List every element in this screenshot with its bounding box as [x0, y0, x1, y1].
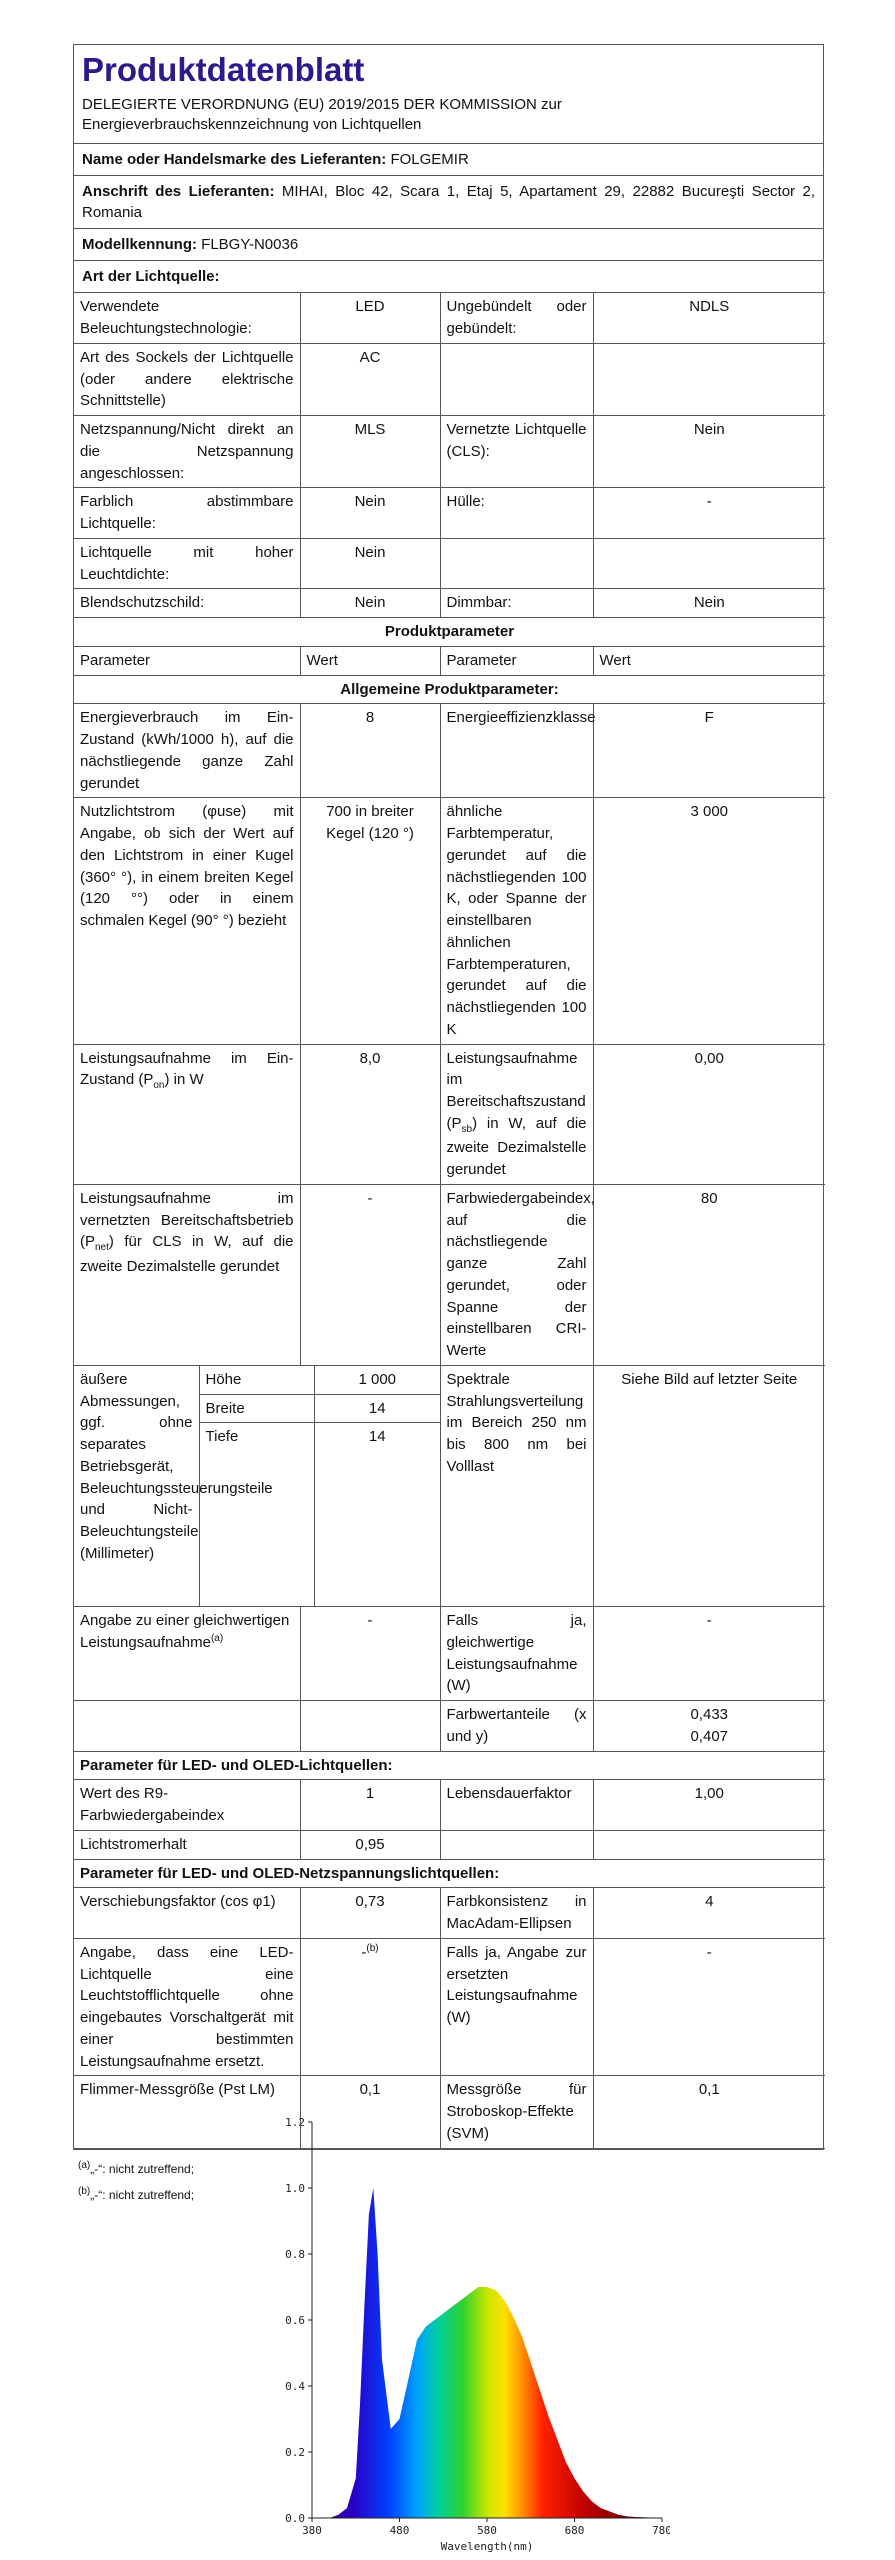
svm-value: 0,1	[593, 2076, 825, 2148]
col-param-header: Parameter	[440, 646, 593, 675]
maint-label: Lichtstromerhalt	[74, 1830, 300, 1859]
dimensions-table	[74, 1366, 440, 1606]
title-block	[74, 45, 823, 144]
cri-value: 80	[593, 1184, 825, 1365]
equiv-label-text: Angabe zu einer gleichwertigen Leistungsaufnahme	[80, 1612, 290, 1651]
empty-cell	[440, 1830, 593, 1859]
svm-label: Messgröße für Stroboskop-Effekte (SVM)	[440, 2076, 593, 2148]
equiv-label	[74, 1607, 300, 1701]
x-tick-label: 780	[652, 2524, 670, 2537]
supplier-address-label: Anschrift des Lieferanten:	[82, 183, 275, 201]
spectrum-area	[312, 2188, 662, 2518]
param-row	[74, 1184, 825, 1365]
x-tick-label: 580	[477, 2524, 497, 2537]
param-row	[74, 1888, 825, 1939]
regulation-line-1: DELEGIERTE VERORDNUNG (EU) 2019/2015 DER KOMMISSION zur	[82, 95, 562, 113]
y-tick-label: 0.6	[285, 2314, 305, 2327]
cap-value: AC	[300, 343, 440, 415]
footnote-b	[78, 2186, 194, 2202]
pon-label-text: Leistungsaufnahme im Ein-Zustand (P	[80, 1049, 294, 1089]
equiv-value: -	[300, 1607, 440, 1701]
general-params-heading-row	[74, 675, 825, 704]
pon-label	[74, 1044, 300, 1184]
footnote-a-mark: (a)	[78, 2160, 91, 2171]
col-value-header: Wert	[593, 646, 825, 675]
pnet-value: -	[300, 1184, 440, 1365]
dls-value: NDLS	[593, 293, 825, 344]
col-value-header: Wert	[300, 646, 440, 675]
footnote-a-text: „-“: nicht zutreffend;	[90, 2162, 195, 2176]
x-tick-label: 380	[302, 2524, 322, 2537]
y-tick-label: 1.0	[285, 2182, 305, 2195]
replace-w-value: -	[593, 1938, 825, 2076]
chroma-label: Farbwertanteile (x und y)	[440, 1701, 593, 1752]
footnote-b-mark: (b)	[78, 2186, 91, 2197]
model-row	[74, 229, 823, 261]
empty-cell	[199, 1451, 314, 1606]
param-row	[74, 1365, 825, 1606]
dimmable-label: Dimmbar:	[440, 589, 593, 618]
mains-label: Netzspannung/Nicht direkt an die Netzspannung angeschlossen:	[74, 416, 300, 488]
psb-label-unit: ) in W, auf die zweite Dezimalstelle gerundet	[446, 1114, 587, 1179]
hl-label: Lichtquelle mit hoher Leuchtdichte:	[74, 538, 300, 589]
envelope-label: Hülle:	[440, 488, 593, 539]
flicker-value: 0,1	[300, 2076, 440, 2148]
datasheet	[73, 44, 824, 2150]
pon-label-unit: ) in W	[164, 1071, 204, 1089]
energy-label: Energieverbrauch im Ein-Zustand (kWh/1000 h), auf die nächstliegende ganze Zahl gerundet	[74, 704, 300, 798]
spd-label: Spektrale Strahlungsverteilung im Bereich 250 nm bis 800 nm bei Volllast	[440, 1365, 593, 1606]
dim-value: 14	[314, 1394, 440, 1423]
cap-label: Art des Sockels der Lichtquelle (oder andere elektrische Schnittstelle)	[74, 343, 300, 415]
psb-subscript: sb	[461, 1123, 473, 1135]
cls-value: Nein	[593, 416, 825, 488]
empty-cell	[440, 538, 593, 589]
empty-cell	[593, 538, 825, 589]
led-heading-row	[74, 1751, 825, 1780]
spectrum-chart	[270, 2110, 670, 2555]
dim-name: Breite	[199, 1394, 314, 1423]
col-param-header: Parameter	[74, 646, 300, 675]
supplier-address-row	[74, 176, 823, 229]
dls-label: Ungebündelt oder gebündelt:	[440, 293, 593, 344]
equiv-w-label: Falls ja, gleichwertige Leistungsaufnahme (W)	[440, 1607, 593, 1701]
footnote-a	[78, 2160, 194, 2176]
chroma-value	[593, 1701, 825, 1752]
param-row	[74, 704, 825, 798]
psb-label	[440, 1044, 593, 1184]
replace-value-text: -	[361, 1943, 367, 1961]
spd-value: Siehe Bild auf letzter Seite	[593, 1365, 825, 1606]
dimmable-value: Nein	[593, 589, 825, 618]
param-row	[74, 1938, 825, 2076]
pon-subscript: on	[153, 1080, 165, 1092]
supplier-name-row	[74, 144, 823, 176]
light-type-row	[74, 488, 825, 539]
dimensions-label: äußere Abmessungen, ggf. ohne separates Betriebsgerät, Beleuchtungssteuerungsteile und Nicht-Beleuchtungsteile (Millimeter)	[74, 1366, 199, 1606]
supplier-name-value: FOLGEMIR	[390, 151, 469, 169]
cri-label: Farbwiedergabeindex, auf die nächstliegende ganze Zahl gerundet, oder Spanne der einstellbaren CRI-Werte	[440, 1184, 593, 1365]
param-row	[74, 1830, 825, 1859]
dim-value: 1 000	[314, 1366, 440, 1394]
x-tick-label: 680	[564, 2524, 585, 2537]
model-label: Modellkennung:	[82, 236, 197, 254]
footnotes	[78, 2160, 194, 2202]
cos-value: 0,73	[300, 1888, 440, 1939]
param-row	[74, 798, 825, 1044]
macadam-value: 4	[593, 1888, 825, 1939]
empty-cell	[593, 1830, 825, 1859]
spectrum-chart-svg	[270, 2110, 670, 2555]
mains-heading-row	[74, 1859, 825, 1888]
light-type-row	[74, 538, 825, 589]
envelope-value: -	[593, 488, 825, 539]
y-tick-label: 0.0	[285, 2512, 305, 2525]
equiv-w-value: -	[593, 1607, 825, 1701]
param-row	[74, 1607, 825, 1701]
psb-value: 0,00	[593, 1044, 825, 1184]
replace-w-label: Falls ja, Angabe zur ersetzten Leistungsaufnahme (W)	[440, 1938, 593, 2076]
life-value: 1,00	[593, 1780, 825, 1831]
y-tick-label: 0.2	[285, 2446, 305, 2459]
chroma-x-value: 0,433	[690, 1706, 729, 1724]
page-title: Produktdatenblatt	[82, 51, 365, 88]
eff-class-value: F	[593, 704, 825, 798]
cos-label: Verschiebungsfaktor (cos φ1)	[74, 1888, 300, 1939]
empty-cell	[440, 343, 593, 415]
empty-cell	[314, 1451, 440, 1606]
dim-name: Höhe	[199, 1366, 314, 1394]
tunable-label: Farblich abstimmbare Lichtquelle:	[74, 488, 300, 539]
pnet-label	[74, 1184, 300, 1365]
mains-params-heading: Parameter für LED- und OLED-Netzspannungslichtquellen:	[74, 1859, 825, 1888]
mains-value: MLS	[300, 416, 440, 488]
dim-value: 14	[314, 1423, 440, 1451]
regulation-line-2: Energieverbrauchskennzeichnung von Lichtquellen	[82, 116, 422, 134]
supplier-address-value: MIHAI, Bloc 42, Scara 1, Etaj 5, Apartament 29, 22882 Bucureşti Sector 2, Romania	[82, 183, 816, 222]
product-params-heading: Produktparameter	[74, 618, 825, 647]
shield-label: Blendschutzschild:	[74, 589, 300, 618]
empty-cell	[593, 343, 825, 415]
param-row	[74, 1701, 825, 1752]
flicker-label: Flimmer-Messgröße (Pst LM)	[74, 2076, 300, 2148]
pnet-subscript: net	[95, 1242, 109, 1254]
y-tick-label: 1.2	[285, 2116, 305, 2129]
maint-value: 0,95	[300, 1830, 440, 1859]
pnet-label-text: Leistungsaufnahme im vernetzten Bereitschaftsbetrieb (P	[80, 1189, 294, 1251]
footnote-mark: (b)	[366, 1942, 379, 1954]
light-type-heading: Art der Lichtquelle:	[82, 268, 220, 286]
supplier-name-label: Name oder Handelsmarke des Lieferanten:	[82, 151, 387, 169]
light-type-row	[74, 416, 825, 488]
flux-value: 700 in breiter Kegel (120 °)	[300, 798, 440, 1044]
hl-value: Nein	[300, 538, 440, 589]
regulation-text	[82, 95, 815, 136]
light-type-row	[74, 589, 825, 618]
pon-value: 8,0	[300, 1044, 440, 1184]
light-type-row	[74, 343, 825, 415]
replace-value	[300, 1938, 440, 2076]
shield-value: Nein	[300, 589, 440, 618]
macadam-label: Farbkonsistenz in MacAdam-Ellipsen	[440, 1888, 593, 1939]
r9-value: 1	[300, 1780, 440, 1831]
life-label: Lebensdauerfaktor	[440, 1780, 593, 1831]
energy-value: 8	[300, 704, 440, 798]
cls-label: Vernetzte Lichtquelle (CLS):	[440, 416, 593, 488]
r9-label: Wert des R9-Farbwiedergabeindex	[74, 1780, 300, 1831]
cct-label: ähnliche Farbtemperatur, gerundet auf die nächstliegenden 100 K, oder Spanne der einstellbaren ähnlichen Farbtemperaturen, gerundet auf die nächstliegenden 100 K	[440, 798, 593, 1044]
product-params-heading-row	[74, 618, 825, 647]
pnet-label-unit: ) für CLS in W, auf die zweite Dezimalstelle gerundet	[80, 1233, 294, 1275]
x-axis-label: Wavelength(nm)	[440, 2540, 534, 2553]
flux-label: Nutzlichtstrom (φuse) mit Angabe, ob sich der Wert auf den Lichtstrom in einer Kugel (360° °), in einem breiten Kegel (120 °°) oder in einem schmalen Kegel (90° °) bezieht	[74, 798, 300, 1044]
tech-value: LED	[300, 293, 440, 344]
dimensions-cell	[74, 1365, 440, 1606]
replace-label: Angabe, dass eine LED-Lichtquelle eine Leuchtstofflichtquelle ohne eingebautes Vorschaltgerät mit einer bestimmten Leistungsaufnahme ersetzt.	[74, 1938, 300, 2076]
y-tick-label: 0.8	[285, 2248, 305, 2261]
led-params-heading: Parameter für LED- und OLED-Lichtquellen:	[74, 1751, 825, 1780]
empty-cell	[74, 1701, 300, 1752]
footnote-b-text: „-“: nicht zutreffend;	[90, 2188, 195, 2202]
psb-label-text: Leistungsaufnahme im Bereitschaftszustand (P	[446, 1049, 586, 1132]
tunable-value: Nein	[300, 488, 440, 539]
dim-name: Tiefe	[199, 1423, 314, 1451]
chroma-y-value: 0,407	[690, 1727, 729, 1745]
model-value: FLBGY-N0036	[201, 236, 299, 254]
eff-class-label: Energieeffizienzklasse	[440, 704, 593, 798]
footnote-mark: (a)	[210, 1632, 224, 1644]
param-row	[74, 1780, 825, 1831]
general-params-heading: Allgemeine Produktparameter:	[74, 675, 825, 704]
x-tick-label: 480	[389, 2524, 410, 2537]
y-tick-label: 0.4	[285, 2380, 305, 2393]
cct-value: 3 000	[593, 798, 825, 1044]
tech-label: Verwendete Beleuchtungstechnologie:	[74, 293, 300, 344]
param-row	[74, 1044, 825, 1184]
column-header-row	[74, 646, 825, 675]
light-type-row	[74, 293, 825, 344]
empty-cell	[300, 1701, 440, 1752]
parameter-table	[74, 292, 825, 2148]
